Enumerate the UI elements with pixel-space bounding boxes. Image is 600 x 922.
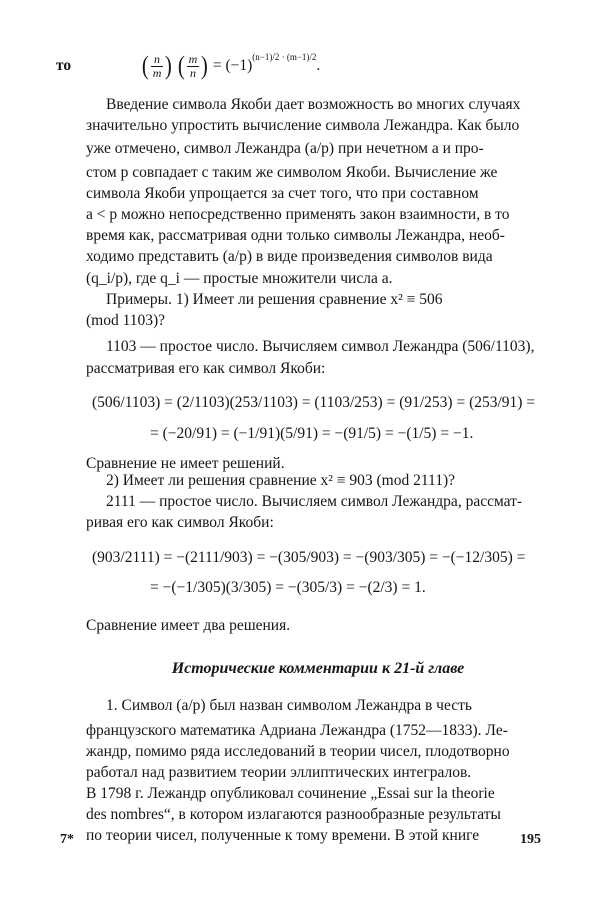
intro-line-7: время как, рассматривая одни только символы Лежандра, необ- — [86, 227, 505, 244]
example2-result: Сравнение имеет два решения. — [86, 617, 291, 634]
example2-equation-2: = −(−1/305)(3/305) = −(305/3) = −(2/3) = 1. — [150, 579, 426, 596]
example2-line-2: 2111 — простое число. Вычисляем символ Лежандра, рассмат- — [106, 493, 523, 510]
example2-line-3: ривая его как символ Якоби: — [86, 514, 274, 531]
page-number: 195 — [520, 832, 541, 847]
formula-exponent: (n−1)/2 · (m−1)/2 — [252, 52, 317, 62]
history-line-5: В 1798 г. Лежандр опубликовал сочинение „Essai sur la theorie — [86, 785, 495, 802]
formula-lead: то — [56, 57, 72, 74]
example2-line-1: 2) Имеет ли решения сравнение x² ≡ 903 (mod 2111)? — [106, 472, 455, 489]
history-line-1: 1. Символ (a/p) был назван символом Лежандра в честь — [106, 697, 472, 714]
signature-mark: 7* — [60, 832, 74, 847]
top-formula: то ( $\frac{n}{m}$ ) ( $\frac{m}{n}$ ) = $(-1)^{(n-1)/2 \cdot (m-1)/2}$. — [56, 51, 321, 81]
example1-equation-2: = (−20/91) = (−1/91)(5/91) = −(91/5) = −(1/5) = −1. — [150, 425, 474, 442]
example1-line-1: Примеры. 1) Имеет ли решения сравнение x² ≡ 506 — [106, 291, 443, 308]
example1-line-3: 1103 — простое число. Вычисляем символ Лежандра (506/1103), — [106, 338, 535, 355]
intro-line-1: Введение символа Якоби дает возможность во многих случаях — [106, 96, 521, 113]
intro-line-5: символа Якоби упрощается за счет того, что при составном — [86, 185, 479, 202]
example1-result: Сравнение не имеет решений. — [86, 455, 285, 472]
example1-line-2: (mod 1103)? — [86, 312, 166, 329]
example2-equation-1: (903/2111) = −(2111/903) = −(305/903) = −(903/305) = −(−12/305) = — [92, 549, 526, 566]
intro-line-2: значительно упростить вычисление символа Лежандра. Как было — [86, 117, 520, 134]
history-line-7: по теории чисел, полученные к тому времени. В этой книге — [86, 827, 480, 844]
history-line-2: французского математика Адриана Лежандра (1752—1833). Ле- — [86, 722, 508, 739]
intro-line-9: (q_i/p), где q_i — простые множители числа a. — [86, 270, 393, 287]
intro-line-4: стом p совпадает с таким же символом Якоби. Вычисление же — [86, 164, 498, 181]
history-line-3: жандр, помимо ряда исследований в теории чисел, плодотворно — [86, 743, 510, 760]
example1-equation-1: (506/1103) = (2/1103)(253/1103) = (1103/253) = (91/253) = (253/91) = — [92, 394, 536, 411]
formula-rhs: = (−1) — [212, 57, 253, 74]
section-heading: Исторические комментарии к 21-й главе — [171, 660, 465, 677]
intro-line-3: уже отмечено, символ Лежандра (a/p) при нечетном a и про- — [86, 140, 484, 157]
history-line-4: работал над развитием теории эллиптических интегралов. — [86, 764, 472, 781]
history-line-6: des nombres“, в котором излагаются разнообразные результаты — [86, 806, 501, 823]
intro-line-8: ходимо представить (a/p) в виде произведения символов вида — [86, 248, 493, 265]
example1-line-4: рассматривая его как символ Якоби: — [86, 360, 326, 377]
intro-line-6: a < p можно непосредственно применять закон взаимности, в то — [86, 206, 510, 223]
